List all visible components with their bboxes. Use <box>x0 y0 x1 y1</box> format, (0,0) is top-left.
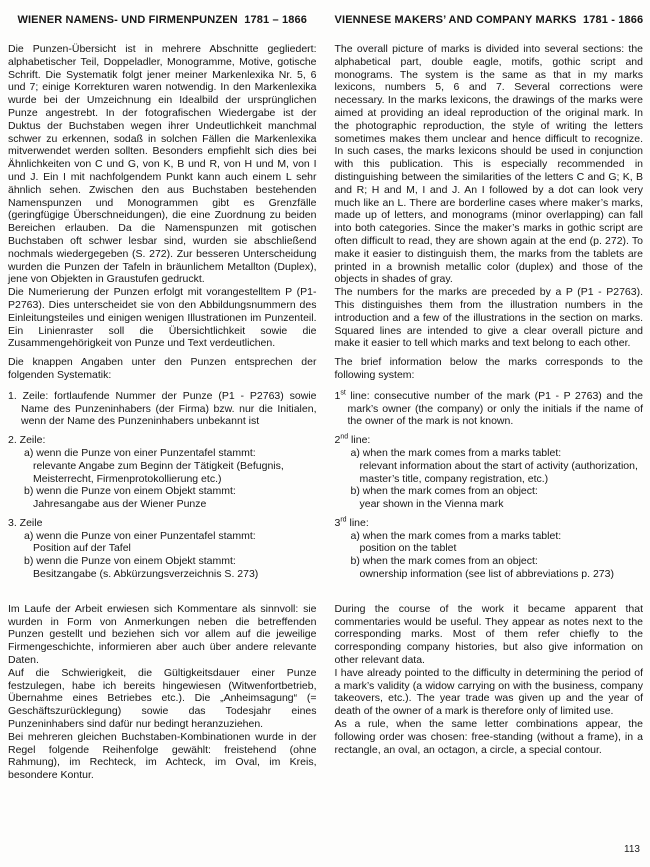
item-text: Zeile: fortlaufende Nummer der Punze (P1 - P2763) sowie Name des Punzeninhabers (der Firma) bzw. nur die Initialen, wenn der Name des Punzeninhabers unbekannt ist <box>16 389 317 428</box>
item-text: line: <box>346 516 369 529</box>
german-column-title: WIENER NAMENS- UND FIRMENPUNZEN 1781 – 1866 <box>17 14 308 26</box>
german-numbered-list <box>8 390 317 581</box>
list-item-head <box>335 517 644 530</box>
list-item <box>335 390 644 428</box>
sub-item-body: Besitzangabe (s. Abkürzungsverzeichnis S. 273) <box>33 568 259 581</box>
sub-item <box>335 447 644 485</box>
german-closing-block <box>8 603 317 782</box>
english-intro-block <box>335 43 644 350</box>
sub-item <box>8 530 317 556</box>
english-closing-block <box>335 603 644 757</box>
list-item <box>8 517 317 581</box>
item-text: Zeile: <box>16 434 46 447</box>
paragraph: As a rule, when the same letter combinations appear, the following order was chosen: free-standing (without a frame), in a rectangle, an oval, an octagon, a circle, a special contour. <box>334 718 643 756</box>
ordinal-suffix: rd <box>340 516 347 524</box>
english-system-intro: The brief information below the marks corresponds to the following system: <box>334 356 643 381</box>
paragraph: The overall picture of marks is divided into several sections: the alphabetical part, double eagle, motifs, gothic script and monograms. The system is the same as that in my marks lexicons, numbers 5, 6 and 7. Several corrections were necessary. In the marks lexicons, the drawings of the marks were aimed at providing an ideal reproduction of the original mark. In the photographic reproduction, the style of writing the letters sometimes makes them unclear and hence difficult to recognize. In such cases, the marks lexicons should be used in conjunction with this publication. This is especially recommended in distinguishing between the similarities of the letters C and G; K, B and R; H and M, I and J. An I followed by a dot can look very much like an L. There are borderline cases where maker’s marks, made up of letters, and monograms (minor overlapping) can fall into both categories. Since the maker’s marks in gothic script are often difficult to read, they are shown again at the end (p. 272). To make it easier to distinguish them, the marks from the tablets are printed in a brownish metallic color (duplex) and those of the objects in shades of gray. <box>334 43 643 286</box>
list-item <box>335 434 644 511</box>
german-column <box>8 10 317 782</box>
sub-item-head: b) when the mark comes from an object: <box>350 555 538 568</box>
sub-item <box>8 555 317 581</box>
list-item <box>335 517 644 581</box>
item-number: 2 <box>334 434 341 447</box>
item-number: 1. <box>8 389 17 402</box>
sub-item-head: a) when the mark comes from a marks tablet: <box>350 529 562 542</box>
item-text: line: <box>348 434 371 447</box>
paragraph: Auf die Schwierigkeit, die Gültigkeitsdauer einer Punze festzulegen, habe ich bereits hingewiesen (Witwenfortbetrieb, Übernahme eines Betriebes etc.). Die „Anheimsagung“ (= Geschäftszurücklegung) sowie das Todesjahr eines Punzeninhabers sind dafür nur bedingt heranzuziehen. <box>8 666 317 731</box>
list-item-head <box>8 434 317 447</box>
paragraph: Bei mehreren gleichen Buchstaben-Kombinationen wurde in der Regel folgende Reihenfolge gewählt: freistehend (ohne Rahmung), im Rechteck, im Achteck, im Oval, im Kreis, besondere Kontur. <box>8 730 317 782</box>
two-column-layout <box>8 10 643 782</box>
sub-item <box>8 447 317 485</box>
ordinal-suffix: st <box>340 389 346 397</box>
sub-item-head: a) wenn die Punze von einer Punzentafel stammt: <box>24 529 256 542</box>
item-text: Zeile <box>16 516 43 529</box>
ordinal-suffix: nd <box>340 433 349 441</box>
german-intro-block <box>8 43 317 350</box>
list-item-head <box>335 390 644 428</box>
english-numbered-list <box>335 390 644 581</box>
paragraph: Die Punzen-Übersicht ist in mehrere Abschnitte gegliedert: alphabetischer Teil, Doppeladler, Monogramme, Motive, gotische Schrift. Die Systematik folgt jener meiner Markenlexika Nr. 5, 6 und 7; einige Korrekturen waren notwendig. In den Markenlexika wurde bei der Umzeichnung ein Idealbild der ursprünglichen Punze angestrebt. In der fotografischen Wiedergabe ist der Duktus der Buchstaben wegen ihrer Undeutlichkeit manchmal schwer zu erkennen, sodaß in solchen Fällen die Markenlexika mitverwendet werden sollten. Besonders empfiehlt sich dies bei Ähnlichkeiten von C und G, von K, B und R, von H und M, von I und J. Ein I mit nachfolgendem Punkt kann auch einem L sehr ähnlich sehen. Zwischen den aus Buchstaben bestehenden Namenspunzen und Monogrammen gibt es Grenzfälle (geringfügige Überschneidungen), die eine Zuordnung zu beiden Bereichen erlauben. Da die Namenspunzen mit gotischen Buchstaben oft schwer lesbar sind, wurden sie abschließend nochmals wiedergegeben (S. 272). Zur besseren Unterscheidung wurden die Punzen der Tafeln in bräunlichem Metallton (Duplex), jene von Objekten in Graustufen gedruckt. <box>8 43 317 286</box>
item-number: 3. <box>8 516 17 529</box>
sub-item-head: b) wenn die Punze von einem Objekt stammt: <box>24 485 236 498</box>
item-number: 3 <box>334 516 341 529</box>
list-item-head <box>335 434 644 447</box>
list-item-head <box>8 517 317 530</box>
sub-item-body: relevant information about the start of activity (authorization, master’s title, company registration, etc.) <box>359 459 638 485</box>
sub-item-head: b) wenn die Punze von einem Objekt stammt: <box>24 555 236 568</box>
sub-item <box>8 485 317 511</box>
item-number: 2. <box>8 434 17 447</box>
paragraph: Die Numerierung der Punzen erfolgt mit vorangestelltem P (P1-P2763). Dies unterscheidet sie von den Abbildungsnummern des Einleitungsteiles und einigen wenigen Illustrationen im Punzenteil. Ein Linienraster soll die Übersichtlichkeit sowie die Zusammengehörigkeit von Punze und Text verdeutlichen. <box>8 286 317 350</box>
paragraph: The numbers for the marks are preceded by a P (P1 - P2763). This distinguishes them from the illustration numbers in the introduction and a few of the illustrations in the section on marks. Squared lines are intended to give a clear overall picture and make it easier to tell which marks and text belong to each other. <box>334 286 643 350</box>
sub-item <box>335 485 644 511</box>
paragraph: Im Laufe der Arbeit erwiesen sich Kommentare als sinnvoll: sie wurden in Form von Anmerkungen neben die betreffenden Punzen gestellt und beziehen sich vor allem auf die jeweilige Firmengeschichte, informieren aber auch über andere relevante Daten. <box>8 602 317 667</box>
english-column-title: VIENNESE MAKERS’ AND COMPANY MARKS 1781 - 1866 <box>334 14 644 26</box>
sub-item-body: year shown in the Vienna mark <box>359 498 504 511</box>
paragraph: I have already pointed to the difficulty in determining the period of a mark’s validity (a widow carrying on with the business, company takeovers, etc.). The year trade was given up and the year of death of the owner of a mark is therefore only of limited use. <box>334 666 643 718</box>
sub-item-head: b) when the mark comes from an object: <box>350 485 538 498</box>
sub-item-head: a) wenn die Punze von einer Punzentafel stammt: <box>24 446 256 459</box>
sub-item-body: relevante Angabe zum Beginn der Tätigkeit (Befugnis, Meisterrecht, Firmenprotokollierung etc.) <box>33 459 284 485</box>
sub-item-head: a) when the mark comes from a marks tablet: <box>350 446 562 459</box>
item-number: 1 <box>334 389 341 402</box>
item-text: line: consecutive number of the mark (P1 - P 2763) and the mark’s owner (the company) or only the initials if the name of the owner of the mark is not known. <box>345 389 643 428</box>
list-item <box>8 390 317 428</box>
sub-item-body: Position auf der Tafel <box>33 542 131 555</box>
sub-item <box>335 530 644 556</box>
paragraph: During the course of the work it became apparent that commentaries would be useful. They appear as notes next to the corresponding marks. Most of them refer chiefly to the corresponding company histories, but also give information on other relevant data. <box>334 602 643 667</box>
page-number: 113 <box>624 844 640 855</box>
list-item-head <box>8 390 317 428</box>
german-system-intro: Die knappen Angaben unter den Punzen entsprechen der folgenden Systematik: <box>8 356 317 381</box>
list-item <box>8 434 317 511</box>
sub-item <box>335 555 644 581</box>
sub-item-body: ownership information (see list of abbreviations p. 273) <box>359 568 614 581</box>
english-column <box>335 10 644 782</box>
sub-item-body: position on the tablet <box>359 542 457 555</box>
sub-item-body: Jahresangabe aus der Wiener Punze <box>33 498 207 511</box>
